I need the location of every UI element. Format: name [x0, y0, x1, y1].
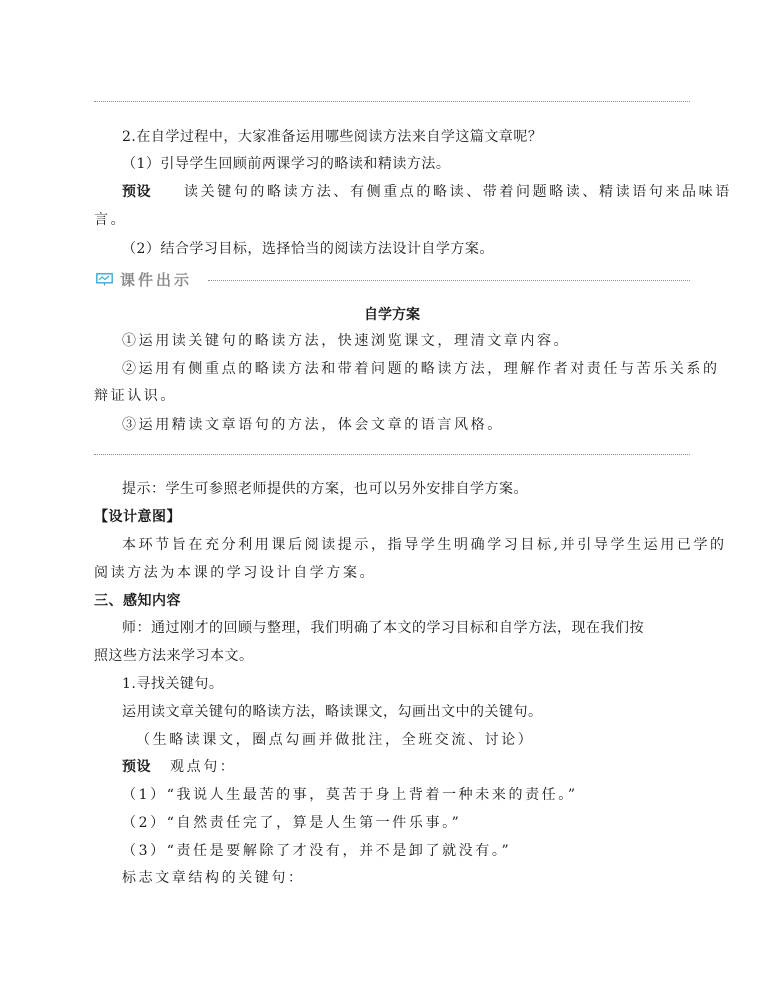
dotted-divider [94, 101, 690, 102]
preset-text-line2: 言。 [94, 212, 128, 228]
tip-text: 提示：学生可参照老师提供的方案，也可以另外安排自学方案。 [122, 481, 528, 497]
question-2: 2.在自学过程中，大家准备运用哪些阅读方法来自学这篇文章呢？ [122, 129, 543, 145]
courseware-header [96, 270, 690, 290]
teacher-line2: 照这些方法来学习本文。 [94, 648, 254, 664]
quote-2: （2）“自然责任完了，算是人生第一件乐事。” [122, 815, 462, 831]
instruction-text: 运用读文章关键句的略读方法，略读课文，勾画出文中的关键句。 [122, 704, 543, 720]
step-1: （1）引导学生回顾前两课学习的略读和精读方法。 [122, 156, 451, 172]
dotted-divider [208, 280, 690, 281]
screen-icon [96, 273, 113, 286]
plan-item-2-cont: 辩证认识。 [94, 388, 177, 404]
activity-text: （生略读课文，圈点勾画并做批注，全班交流、讨论） [136, 732, 535, 748]
quote-3: （3）“责任是要解除了才没有，并不是卸了就没有。” [122, 843, 512, 859]
preset-text-line1: 读关键句的略读方法、有侧重点的略读、带着问题略读、精读语句来品味语 [184, 184, 732, 200]
structure-key-sentence: 标志文章结构的关键句： [122, 870, 305, 886]
step-find-key-sentences: 1.寻找关键句。 [122, 676, 224, 692]
design-intent-heading: 【设计意图】 [94, 509, 181, 525]
section3-heading: 三、感知内容 [94, 593, 181, 609]
plan-item-1: ①运用读关键句的略读方法，快速浏览课文，理清文章内容。 [122, 333, 571, 349]
design-intent-line1: 本环节旨在充分利用课后阅读提示，指导学生明确学习目标,并引导学生运用已学的 [122, 537, 727, 553]
teacher-line1: 师：通过刚才的回顾与整理，我们明确了本文的学习目标和自学方法，现在我们按 [122, 620, 644, 636]
plan-title: 自学方案 [364, 307, 420, 323]
step-2: （2）结合学习目标，选择恰当的阅读方法设计自学方案。 [122, 241, 494, 257]
design-intent-line2: 阅读方法为本课的学习设计自学方案。 [94, 565, 377, 581]
quote-1: （1）“我说人生最苦的事，莫苦于身上背着一种未来的责任。” [122, 787, 578, 803]
plan-item-2: ②运用有侧重点的略读方法和带着问题的略读方法，理解作者对责任与苦乐关系的 [122, 361, 720, 377]
plan-item-3: ③运用精读文章语句的方法，体会文章的语言风格。 [122, 417, 504, 433]
dotted-divider [94, 454, 690, 455]
preset-viewpoint: 观点句： [170, 759, 237, 775]
preset-label: 预设 [122, 184, 151, 200]
courseware-title: 课件出示 [120, 271, 193, 289]
preset-label-2: 预设 [122, 759, 151, 775]
